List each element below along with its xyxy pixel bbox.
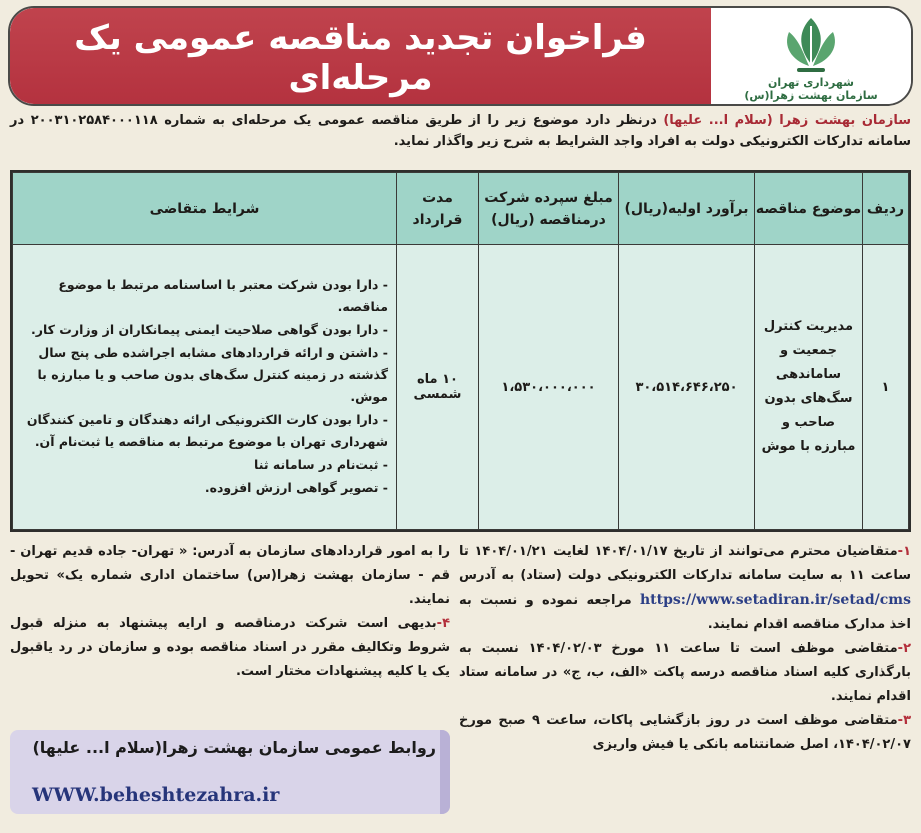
conditions-list bbox=[13, 268, 396, 506]
intro-paragraph bbox=[10, 110, 911, 152]
note-3-continued: را به امور قراردادهای سازمان به آدرس: « تهران- جاده قدیم تهران - قم - سازمان بهشت زهرا(س) ساختمان اداری شماره یک» تحویل نمایند. bbox=[10, 544, 450, 607]
note-2-number: ۲- bbox=[897, 641, 911, 656]
logo-text-municipality: شهرداری تهران bbox=[768, 76, 854, 89]
note-4-number: ۴- bbox=[436, 616, 450, 631]
note-3-number: ۳- bbox=[897, 713, 911, 728]
cell-row-number: ۱ bbox=[863, 245, 909, 530]
condition-item: - دارا بودن شرکت معتبر با اساسنامه مرتبط با موضوع مناقصه. bbox=[58, 277, 388, 314]
col-header-deposit: مبلغ سپرده شرکت درمناقصه (ریال) bbox=[479, 173, 619, 245]
note-2 bbox=[459, 637, 911, 709]
note-4 bbox=[10, 612, 450, 684]
note-1 bbox=[459, 540, 911, 637]
organization-logo bbox=[711, 8, 911, 104]
setad-link[interactable]: https://www.setadiran.ir/setad/cms bbox=[640, 592, 911, 608]
col-header-duration: مدت قرارداد bbox=[397, 173, 479, 245]
note-4-text: بدیهی است شرکت درمناقصه و ارایه پیشنهاد به منزله قبول شروط وتکالیف مقرر در اسناد مناقصه بوده و سازمان در رد یاقبول یک یا کلیه پیشنهادات مختار است. bbox=[10, 616, 450, 679]
leaf-emblem-icon bbox=[769, 12, 853, 76]
public-relations-title: روابط عمومی سازمان بهشت زهرا(سلام ا... علیها) bbox=[32, 738, 436, 757]
cell-conditions bbox=[13, 245, 397, 530]
col-header-subject: موضوع مناقصه bbox=[755, 173, 863, 245]
condition-item: - تصویر گواهی ارزش افزوده. bbox=[204, 480, 388, 495]
condition-item: - دارا بودن کارت الکترونیکی ارائه دهندگان و تامین کنندگان شهرداری تهران با موضوع مرتبط به مناقصه یا ثبت‌نام آن. bbox=[26, 412, 388, 449]
condition-item: - دارا بودن گواهی صلاحیت ایمنی پیمانکاران از وزارت کار. bbox=[31, 322, 388, 337]
public-relations-box bbox=[10, 730, 450, 814]
notice-title: فراخوان تجدید مناقصه عمومی یک مرحله‌ای bbox=[74, 18, 647, 98]
intro-text: درنظر دارد موضوع زیر را از طریق مناقصه عمومی یک مرحله‌ای به شماره ۲۰۰۳۱۰۲۵۸۴۰۰۰۱۱۸ در سامانه تدارکات الکترونیکی دولت به افراد واجد الشرایط به شرح زیر واگذار نماید. bbox=[10, 113, 911, 149]
subject-text: مدیریت کنترل جمعیت و ساماندهی سگ‌های بدون صاحب و مبارزه با موش bbox=[761, 319, 856, 454]
website-link[interactable]: WWW.beheshtezahra.ir bbox=[32, 784, 280, 806]
notice-number bbox=[10, 104, 711, 106]
note-1-text-a: متقاضیان محترم می‌توانند از تاریخ ۱۴۰۴/۰۱/۱۷ لغایت ۱۴۰۴/۰۱/۲۱ تا ساعت ۱۱ به سایت سامانه تدارکات الکترونیکی دولت (ستاد) به آدرس bbox=[459, 544, 911, 583]
cell-deposit: ۱،۵۳۰،۰۰۰،۰۰۰ bbox=[479, 245, 619, 530]
note-2-text: متقاضی موظف است تا ساعت ۱۱ مورخ ۱۴۰۴/۰۲/۰۳ نسبت به بارگذاری کلیه اسناد مناقصه درسه پاکت «الف، ب، ج» در سامانه ستاد اقدام نمایند. bbox=[459, 641, 911, 704]
cell-estimate: ۳۰،۵۱۴،۶۴۶،۲۵۰ bbox=[619, 245, 755, 530]
logo-text-organization: سازمان بهشت زهرا(س) bbox=[744, 89, 878, 102]
notes-left-column bbox=[10, 540, 450, 684]
condition-item: - داشتن و ارائه قراردادهای مشابه اجراشده طی پنج سال گذشته در زمینه کنترل سگ‌های بدون صاحب و یا مبارزه با موش. bbox=[37, 345, 388, 404]
tender-table bbox=[10, 170, 911, 532]
footer-accent-bar bbox=[440, 730, 450, 814]
title-banner bbox=[10, 8, 711, 104]
cell-subject bbox=[755, 245, 863, 530]
note-3 bbox=[459, 709, 911, 757]
note-3-text: متقاضی موظف است در روز بازگشایی پاکات، ساعت ۹ صبح مورخ ۱۴۰۴/۰۲/۰۷، اصل ضمانتنامه بانکی یا فیش واریزی bbox=[459, 713, 911, 752]
notes-right-column bbox=[459, 540, 911, 757]
col-header-conditions: شرایط متقاضی bbox=[13, 173, 397, 245]
col-header-estimate: برآورد اولیه(ریال) bbox=[619, 173, 755, 245]
note-1-number: ۱- bbox=[897, 544, 912, 559]
notice-header bbox=[8, 6, 913, 106]
table-header-row bbox=[13, 173, 909, 245]
condition-item: - ثبت‌نام در سامانه ثنا bbox=[254, 457, 388, 472]
organization-name: سازمان بهشت زهرا (سلام ا... علیها) bbox=[663, 113, 911, 128]
col-header-row: ردیف bbox=[863, 173, 909, 245]
table-row bbox=[13, 245, 909, 530]
cell-duration: ۱۰ ماه شمسی bbox=[397, 245, 479, 530]
note-1-text-b: مراجعه نموده و نسبت به اخذ مدارک مناقصه اقدام نمایند. bbox=[459, 593, 911, 632]
